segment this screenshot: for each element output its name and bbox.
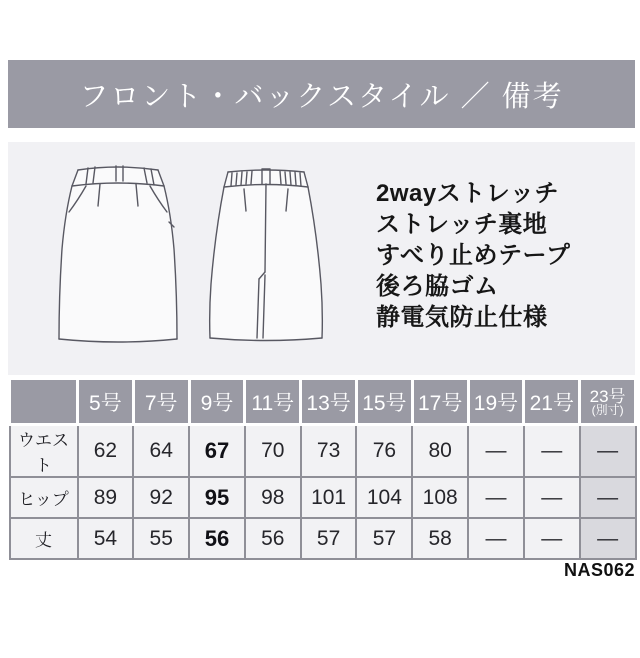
length-value: 56 [189,518,245,559]
waist-value: — [524,425,580,478]
size-col-header-15: 15号 [356,379,412,425]
feature-line: すべり止めテープ [376,242,571,269]
size-col-header-5: 5号 [78,379,134,425]
hip-value: — [468,477,524,518]
hip-value: 98 [245,477,301,518]
table-row-length [10,518,636,559]
front-skirt-illustration [48,154,188,344]
feature-line: 2wayストレッチ [376,180,559,207]
page-title: フロント・バックスタイル ／ 備考 [79,80,564,113]
table-row-hip [10,477,636,518]
waist-value: 70 [245,425,301,478]
waist-value: 64 [133,425,189,478]
hip-value: 108 [412,477,468,518]
feature-line: ストレッチ裏地 [376,211,548,238]
waist-value: 62 [78,425,134,478]
section-header-bar [8,60,635,128]
waist-value: — [580,425,636,478]
size-col-header-23-sub: (別寸) [591,402,624,417]
size-col-header-7: 7号 [133,379,189,425]
length-value: 54 [78,518,134,559]
row-label-length: 丈 [10,518,78,559]
size-col-header-23-main: 23号 [589,386,626,406]
waist-value: 76 [356,425,412,478]
hip-value: 104 [356,477,412,518]
product-code: NAS062 [563,560,635,580]
length-value: — [468,518,524,559]
size-col-header-17: 17号 [412,379,468,425]
length-value: — [524,518,580,559]
waist-value: — [468,425,524,478]
hip-value: — [580,477,636,518]
hip-value: — [524,477,580,518]
size-col-header-9: 9号 [189,379,245,425]
features-list [376,178,570,333]
hip-value: 101 [301,477,357,518]
back-skirt-illustration [196,154,336,344]
size-table-header-row [10,379,636,425]
length-value: 55 [133,518,189,559]
table-row-waist [10,425,636,478]
length-value: — [580,518,636,559]
size-table-corner-cell [10,379,78,425]
hip-value: 95 [189,477,245,518]
waist-value: 80 [412,425,468,478]
size-col-header-21: 21号 [524,379,580,425]
hip-value: 92 [133,477,189,518]
length-value: 57 [301,518,357,559]
row-label-hip: ヒップ [10,477,78,518]
feature-line: 静電気防止仕様 [376,304,548,331]
feature-line: 後ろ脇ゴム [376,273,499,300]
hip-value: 89 [78,477,134,518]
size-col-header-23 [580,379,636,425]
size-table [8,377,637,560]
size-col-header-11: 11号 [245,379,301,425]
size-col-header-19: 19号 [468,379,524,425]
length-value: 57 [356,518,412,559]
style-panel [8,142,635,375]
waist-value: 67 [189,425,245,478]
row-label-waist: ウエスト [10,425,78,478]
length-value: 58 [412,518,468,559]
size-col-header-13: 13号 [301,379,357,425]
waist-value: 73 [301,425,357,478]
length-value: 56 [245,518,301,559]
